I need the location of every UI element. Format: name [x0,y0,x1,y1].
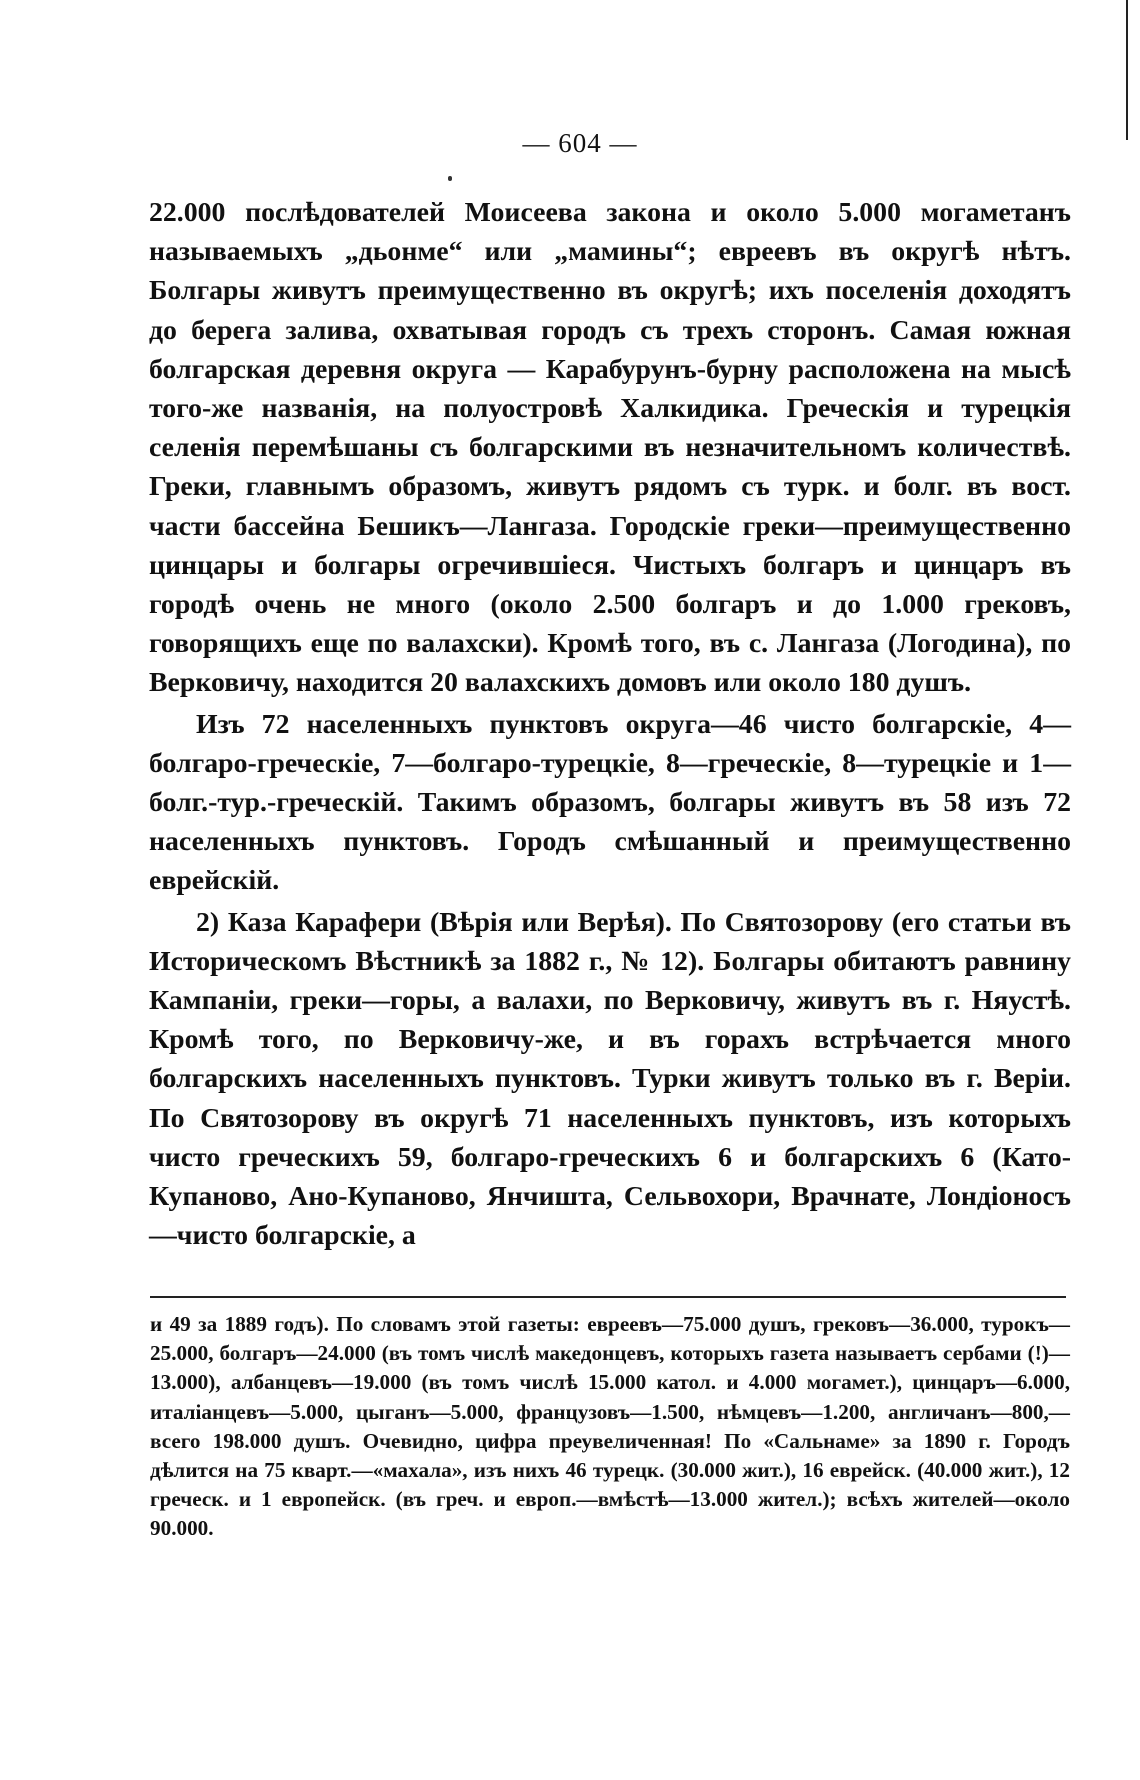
paragraph-3: 2) Каза Карафери (Вѣрія или Верѣя). По Святозорову (его статьи въ Историческомъ Вѣстникѣ за 1882 г., № 12). Болгары обитаютъ равнину Кампаніи, греки—горы, а валахи, по Верковичу, живутъ въ г. Няустѣ. Кромѣ того, по Верковичу-же, и въ горахъ встрѣчается много болгарскихъ населенныхъ пунктовъ. Турки живутъ только въ г. Веріи. По Святозорову въ округѣ 71 населенныхъ пунктовъ, изъ которыхъ чисто греческихъ 59, болгаро-греческихъ 6 и болгарскихъ 6 (Като-Купаново, Ано-Купаново, Янчишта, Сельвохори, Врачнате, Лондіоносъ—чисто болгарскіе, а [149,906,1071,1252]
paragraph-1: 22.000 послѣдователей Моисеева закона и около 5.000 могаметанъ называемыхъ „дьонме“ или „мамины“; евреевъ въ округѣ нѣтъ. Болгары живутъ преимущественно въ округѣ; ихъ поселенія доходятъ до берега залива, охватывая городъ съ трехъ сторонъ. Самая южная болгарская деревня округа — Карабурунъ-бурну расположена на мысѣ того-же названія, на полуостровѣ Халкидика. Греческія и турецкія селенія перемѣшаны съ болгарскими въ незначительномъ количествѣ. Греки, главнымъ образомъ, живутъ рядомъ съ турк. и болг. въ вост. части бассейна Бешикъ—Лангаза. Городскіе греки—преимущественно цинцары и болгары огречившіеся. Чистыхъ болгаръ и цинцаръ въ городѣ очень не много (около 2.500 болгаръ и до 1.000 грековъ, говорящихъ еще по валахски). Кромѣ того, въ с. Лангаза (Логодина), по Верковичу, находится 20 валахскихъ домовъ или около 180 душъ. [149,197,1071,699]
scan-speck [448,176,452,181]
footnote-text: и 49 за 1889 годъ). По словамъ этой газеты: евреевъ—75.000 душъ, грековъ—36.000, турокъ—25.000, болгаръ—24.000 (въ томъ числѣ македонцевъ, которыхъ газета называетъ сербами (!)—13.000), албанцевъ—19.000 (въ томъ числѣ 15.000 катол. и 4.000 могамет.), цинцаръ—6.000, италіанцевъ—5.000, цыганъ—5.000, французовъ—1.500, нѣмцевъ—1.200, англичанъ—800,—всего 198.000 душъ. Очевидно, цифра преувеличенная! По «Сальнаме» за 1890 г. Городъ дѣлится на 75 кварт.—«махала», изъ нихъ 46 турецк. (30.000 жит.), 16 еврейск. (40.000 жит.), 12 греческ. и 1 европейск. (въ греч. и европ.—вмѣстѣ—13.000 жител.); всѣхъ жителей—около 90.000. [150,1312,1070,1541]
footnote [150,1310,1070,1544]
footnote-separator [150,1296,1066,1298]
paragraph-2: Изъ 72 населенныхъ пунктовъ округа—46 чисто болгарскіе, 4—болгаро-греческіе, 7—болгаро-турецкіе, 8—греческіе, 8—турецкіе и 1—болг.-тур.-греческій. Такимъ образомъ, болгары живутъ въ 58 изъ 72 населенныхъ пунктовъ. Городъ смѣшанный и преимущественно еврейскій. [149,708,1071,897]
main-text [149,193,1071,1255]
page-number: — 604 — [522,128,638,158]
scan-edge-line [1126,0,1128,140]
